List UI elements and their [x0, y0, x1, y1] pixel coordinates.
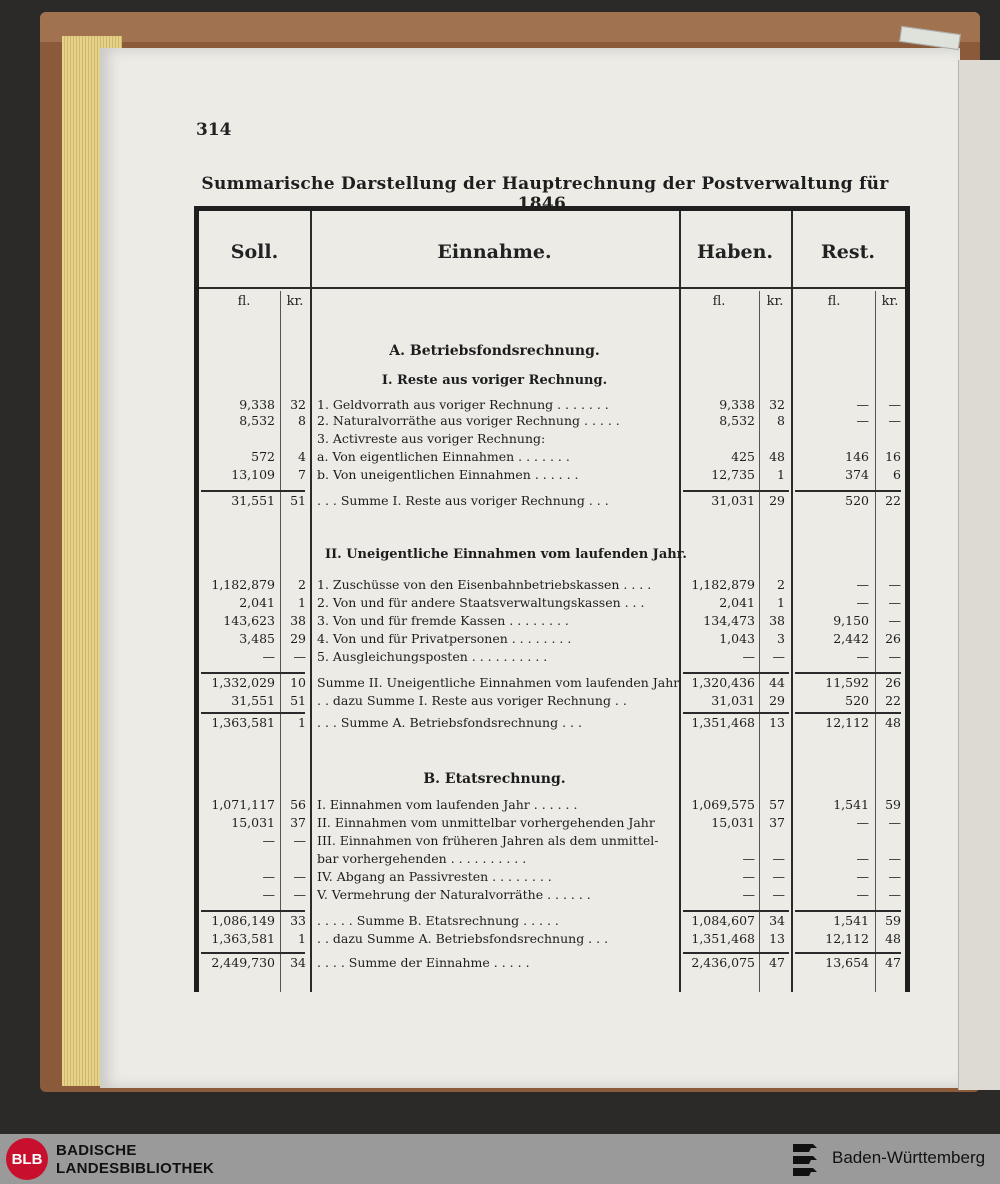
cell-haben-kr: —: [772, 649, 785, 664]
cell-soll-fl: 1,086,149: [211, 913, 275, 928]
cell-desc: 2. Von und für andere Staatsverwaltungskassen . . .: [317, 595, 645, 610]
library-name-line1: BADISCHE: [56, 1142, 137, 1159]
cell-haben-fl: 1,084,607: [691, 913, 755, 928]
page-number: 314: [196, 120, 232, 140]
cell-rest-kr: —: [888, 397, 901, 412]
cell-rest-fl: —: [856, 595, 869, 610]
cell-rest-kr: 48: [885, 715, 901, 730]
cell-desc: 1. Zuschüsse von den Eisenbahnbetriebskassen . . . .: [317, 577, 652, 592]
cell-rest-fl: 12,112: [825, 715, 869, 730]
cell-rest-fl: 2,442: [833, 631, 869, 646]
cell-desc: bar vorhergehenden . . . . . . . . . .: [317, 851, 527, 866]
cell-soll-fl: 572: [251, 449, 275, 464]
cell-haben-fl: —: [742, 869, 755, 884]
cell-rest-fl: —: [856, 815, 869, 830]
cell-rest-kr: 47: [885, 955, 901, 970]
cell-haben-kr: —: [772, 869, 785, 884]
header-soll: Soll.: [230, 241, 279, 263]
cell-rest-fl: 1,541: [833, 797, 869, 812]
header-einnahme: Einnahme.: [437, 241, 552, 263]
cell-soll-kr: 8: [298, 413, 306, 428]
cell-desc: . . dazu Summe A. Betriebsfondsrechnung . . .: [317, 931, 609, 946]
cell-soll-fl: 1,332,029: [211, 675, 275, 690]
section-a-heading: A. Betriebsfondsrechnung.: [389, 343, 600, 359]
cell-soll-kr: 1: [298, 595, 306, 610]
cell-rest-fl: 1,541: [833, 913, 869, 928]
cell-rest-kr: 22: [885, 693, 901, 708]
unit-soll-fl: fl.: [237, 294, 251, 309]
cell-soll-fl: 143,623: [223, 613, 275, 628]
cell-rest-fl: 374: [845, 467, 869, 482]
cell-soll-fl: 8,532: [239, 413, 275, 428]
footer-bar: [0, 1134, 1000, 1184]
cell-soll-kr: —: [293, 833, 306, 848]
cell-soll-fl: —: [262, 649, 275, 664]
sum-rule: [683, 910, 789, 912]
cell-desc: b. Von uneigentlichen Einnahmen . . . . . .: [317, 467, 579, 482]
cell-haben-fl: 1,351,468: [691, 931, 755, 946]
cell-haben-fl: 9,338: [719, 397, 755, 412]
cell-soll-kr: 38: [290, 613, 306, 628]
sum-rule: [201, 672, 305, 674]
cell-haben-kr: 13: [769, 931, 785, 946]
cell-soll-kr: 37: [290, 815, 306, 830]
header-rest: Rest.: [821, 241, 875, 263]
cell-haben-kr: 2: [777, 577, 785, 592]
unit-soll-kr: kr.: [286, 294, 304, 309]
sum-rule: [795, 490, 901, 492]
sum-rule: [683, 712, 789, 714]
cell-haben-fl: —: [742, 887, 755, 902]
cell-desc: IV. Abgang an Passivresten . . . . . . . .: [317, 869, 552, 884]
sum-rule: [683, 672, 789, 674]
cell-soll-kr: 29: [290, 631, 306, 646]
cell-soll-kr: —: [293, 649, 306, 664]
cell-rest-kr: 26: [885, 675, 901, 690]
sum-rule: [201, 490, 305, 492]
cell-rest-kr: 16: [885, 449, 901, 464]
cell-soll-fl: 1,363,581: [211, 931, 275, 946]
unit-rest-kr: kr.: [881, 294, 899, 309]
cell-haben-fl: 15,031: [711, 815, 755, 830]
state-name[interactable]: Baden-Württemberg: [832, 1148, 986, 1167]
document-title: Summarische Darstellung der Hauptrechnung der Postverwaltung für 1846.: [201, 174, 889, 214]
sum-rule: [795, 712, 901, 714]
cell-soll-kr: 7: [298, 467, 306, 482]
cell-haben-fl: 1,351,468: [691, 715, 755, 730]
cell-soll-kr: 34: [290, 955, 306, 970]
cell-soll-kr: 51: [290, 493, 306, 508]
cell-haben-fl: 1,043: [719, 631, 755, 646]
sum-rule: [201, 712, 305, 714]
cell-desc: 2. Naturalvorräthe aus voriger Rechnung . . . . .: [317, 413, 620, 428]
cell-soll-fl: 31,551: [231, 493, 275, 508]
cell-rest-fl: —: [856, 577, 869, 592]
cell-soll-fl: 2,449,730: [211, 955, 275, 970]
cell-soll-kr: 33: [290, 913, 306, 928]
cell-soll-kr: —: [293, 869, 306, 884]
cell-haben-fl: 8,532: [719, 413, 755, 428]
cell-soll-fl: 15,031: [231, 815, 275, 830]
cell-haben-kr: 29: [769, 693, 785, 708]
cell-soll-kr: 32: [290, 397, 306, 412]
cell-soll-kr: 2: [298, 577, 306, 592]
sum-rule: [683, 952, 789, 954]
cell-rest-fl: —: [856, 851, 869, 866]
cell-soll-fl: 1,071,117: [211, 797, 275, 812]
sum-rule: [795, 672, 901, 674]
library-name-line2: LANDESBIBLIOTHEK: [56, 1160, 215, 1177]
cell-soll-kr: 51: [290, 693, 306, 708]
cell-rest-fl: —: [856, 869, 869, 884]
section-b-heading: B. Etatsrechnung.: [423, 771, 566, 787]
cell-rest-fl: 146: [845, 449, 869, 464]
cell-desc: . . dazu Summe I. Reste aus voriger Rechnung . .: [317, 693, 627, 708]
cell-soll-fl: 13,109: [231, 467, 275, 482]
cell-soll-fl: —: [262, 869, 275, 884]
cell-haben-kr: 44: [769, 675, 785, 690]
header-haben: Haben.: [696, 241, 774, 263]
cell-rest-fl: 12,112: [825, 931, 869, 946]
cell-rest-kr: —: [888, 595, 901, 610]
cell-rest-fl: 520: [845, 493, 869, 508]
cell-rest-kr: —: [888, 851, 901, 866]
section-a1-heading: I. Reste aus voriger Rechnung.: [381, 373, 608, 388]
divider-soll-einnahme: [310, 211, 312, 992]
sum-rule: [683, 490, 789, 492]
cell-desc: a. Von eigentlichen Einnahmen . . . . . . .: [317, 449, 570, 464]
cell-soll-kr: 10: [290, 675, 306, 690]
cell-desc: 3. Von und für fremde Kassen . . . . . . . .: [317, 613, 569, 628]
cell-desc: I. Einnahmen vom laufenden Jahr . . . . . .: [317, 797, 578, 812]
cell-desc: 3. Activreste aus voriger Rechnung:: [317, 431, 546, 446]
cell-rest-kr: —: [888, 413, 901, 428]
cell-rest-kr: —: [888, 649, 901, 664]
cell-rest-kr: —: [888, 613, 901, 628]
ledger-table: [194, 206, 910, 992]
cell-rest-fl: 13,654: [825, 955, 869, 970]
cell-desc: 4. Von und für Privatpersonen . . . . . . . .: [317, 631, 572, 646]
cell-haben-kr: 48: [769, 449, 785, 464]
cell-soll-fl: —: [262, 833, 275, 848]
cell-haben-fl: 1,069,575: [691, 797, 755, 812]
cell-haben-kr: 34: [769, 913, 785, 928]
cell-haben-fl: 425: [731, 449, 755, 464]
cell-soll-fl: 3,485: [239, 631, 275, 646]
divider-einnahme-haben: [679, 211, 681, 992]
blb-logo[interactable]: BLB: [6, 1138, 48, 1180]
cell-rest-fl: —: [856, 887, 869, 902]
cell-rest-kr: 22: [885, 493, 901, 508]
cell-rest-kr: 26: [885, 631, 901, 646]
cell-haben-kr: —: [772, 887, 785, 902]
cell-haben-fl: 1,182,879: [691, 577, 755, 592]
book-cover-top: [40, 12, 980, 42]
cell-rest-fl: —: [856, 413, 869, 428]
cell-rest-fl: 9,150: [833, 613, 869, 628]
section-a2-heading: II. Uneigentliche Einnahmen vom laufenden Jahr.: [325, 547, 687, 562]
cell-haben-kr: 29: [769, 493, 785, 508]
sum-rule: [795, 910, 901, 912]
cell-rest-kr: —: [888, 887, 901, 902]
header-divider: [199, 287, 905, 289]
cell-desc: V. Vermehrung der Naturalvorräthe . . . . . .: [317, 887, 591, 902]
cell-haben-kr: 1: [777, 467, 785, 482]
cell-soll-fl: —: [262, 887, 275, 902]
cell-desc: Summe II. Uneigentliche Einnahmen vom laufenden Jahr: [317, 675, 680, 690]
cell-rest-kr: —: [888, 815, 901, 830]
cell-haben-kr: —: [772, 851, 785, 866]
cell-soll-fl: 1,363,581: [211, 715, 275, 730]
cell-soll-kr: —: [293, 887, 306, 902]
cell-desc: . . . . . Summe B. Etatsrechnung . . . . .: [317, 913, 559, 928]
cell-soll-fl: 9,338: [239, 397, 275, 412]
cell-soll-kr: 4: [298, 449, 306, 464]
cell-desc: III. Einnahmen von früheren Jahren als dem unmittel-: [317, 833, 659, 848]
cell-haben-fl: 31,031: [711, 493, 755, 508]
unit-haben-kr: kr.: [766, 294, 784, 309]
cell-soll-fl: 1,182,879: [211, 577, 275, 592]
cell-haben-kr: 8: [777, 413, 785, 428]
cell-rest-kr: —: [888, 869, 901, 884]
cell-rest-fl: 520: [845, 693, 869, 708]
cell-haben-kr: 47: [769, 955, 785, 970]
cell-rest-kr: —: [888, 577, 901, 592]
cell-haben-kr: 1: [777, 595, 785, 610]
sum-rule: [201, 910, 305, 912]
unit-haben-fl: fl.: [712, 294, 726, 309]
cell-soll-fl: 31,551: [231, 693, 275, 708]
cell-haben-kr: 13: [769, 715, 785, 730]
cell-rest-kr: 59: [885, 913, 901, 928]
cell-rest-fl: 11,592: [825, 675, 869, 690]
cell-rest-kr: 59: [885, 797, 901, 812]
cell-haben-kr: 3: [777, 631, 785, 646]
facing-page: [958, 60, 1000, 1090]
cell-haben-kr: 37: [769, 815, 785, 830]
cell-haben-kr: 32: [769, 397, 785, 412]
cell-haben-kr: 38: [769, 613, 785, 628]
cell-desc: 5. Ausgleichungsposten . . . . . . . . . .: [317, 649, 548, 664]
cell-rest-kr: 6: [893, 467, 901, 482]
cell-haben-fl: —: [742, 649, 755, 664]
cell-desc: II. Einnahmen vom unmittelbar vorhergehenden Jahr: [317, 815, 655, 830]
cell-desc: . . . Summe I. Reste aus voriger Rechnung . . .: [317, 493, 609, 508]
cell-soll-fl: 2,041: [239, 595, 275, 610]
cell-haben-fl: 2,041: [719, 595, 755, 610]
divider-haben-rest: [791, 211, 793, 992]
cell-haben-fl: 1,320,436: [691, 675, 755, 690]
cell-rest-fl: —: [856, 649, 869, 664]
cell-soll-kr: 1: [298, 931, 306, 946]
cell-haben-kr: 57: [769, 797, 785, 812]
cell-rest-kr: 48: [885, 931, 901, 946]
cell-desc: . . . . Summe der Einnahme . . . . .: [317, 955, 530, 970]
sum-rule: [201, 952, 305, 954]
cell-rest-fl: —: [856, 397, 869, 412]
cell-haben-fl: 134,473: [703, 613, 755, 628]
bw-lions-icon: [790, 1140, 820, 1178]
cell-haben-fl: —: [742, 851, 755, 866]
cell-haben-fl: 2,436,075: [691, 955, 755, 970]
cell-soll-kr: 1: [298, 715, 306, 730]
cell-desc: . . . Summe A. Betriebsfondsrechnung . . .: [317, 715, 582, 730]
sum-rule: [795, 952, 901, 954]
library-name[interactable]: [56, 1142, 214, 1178]
cell-desc: 1. Geldvorrath aus voriger Rechnung . . . . . . .: [317, 397, 609, 412]
cell-soll-kr: 56: [290, 797, 306, 812]
cell-haben-fl: 31,031: [711, 693, 755, 708]
unit-rest-fl: fl.: [827, 294, 841, 309]
cell-haben-fl: 12,735: [711, 467, 755, 482]
